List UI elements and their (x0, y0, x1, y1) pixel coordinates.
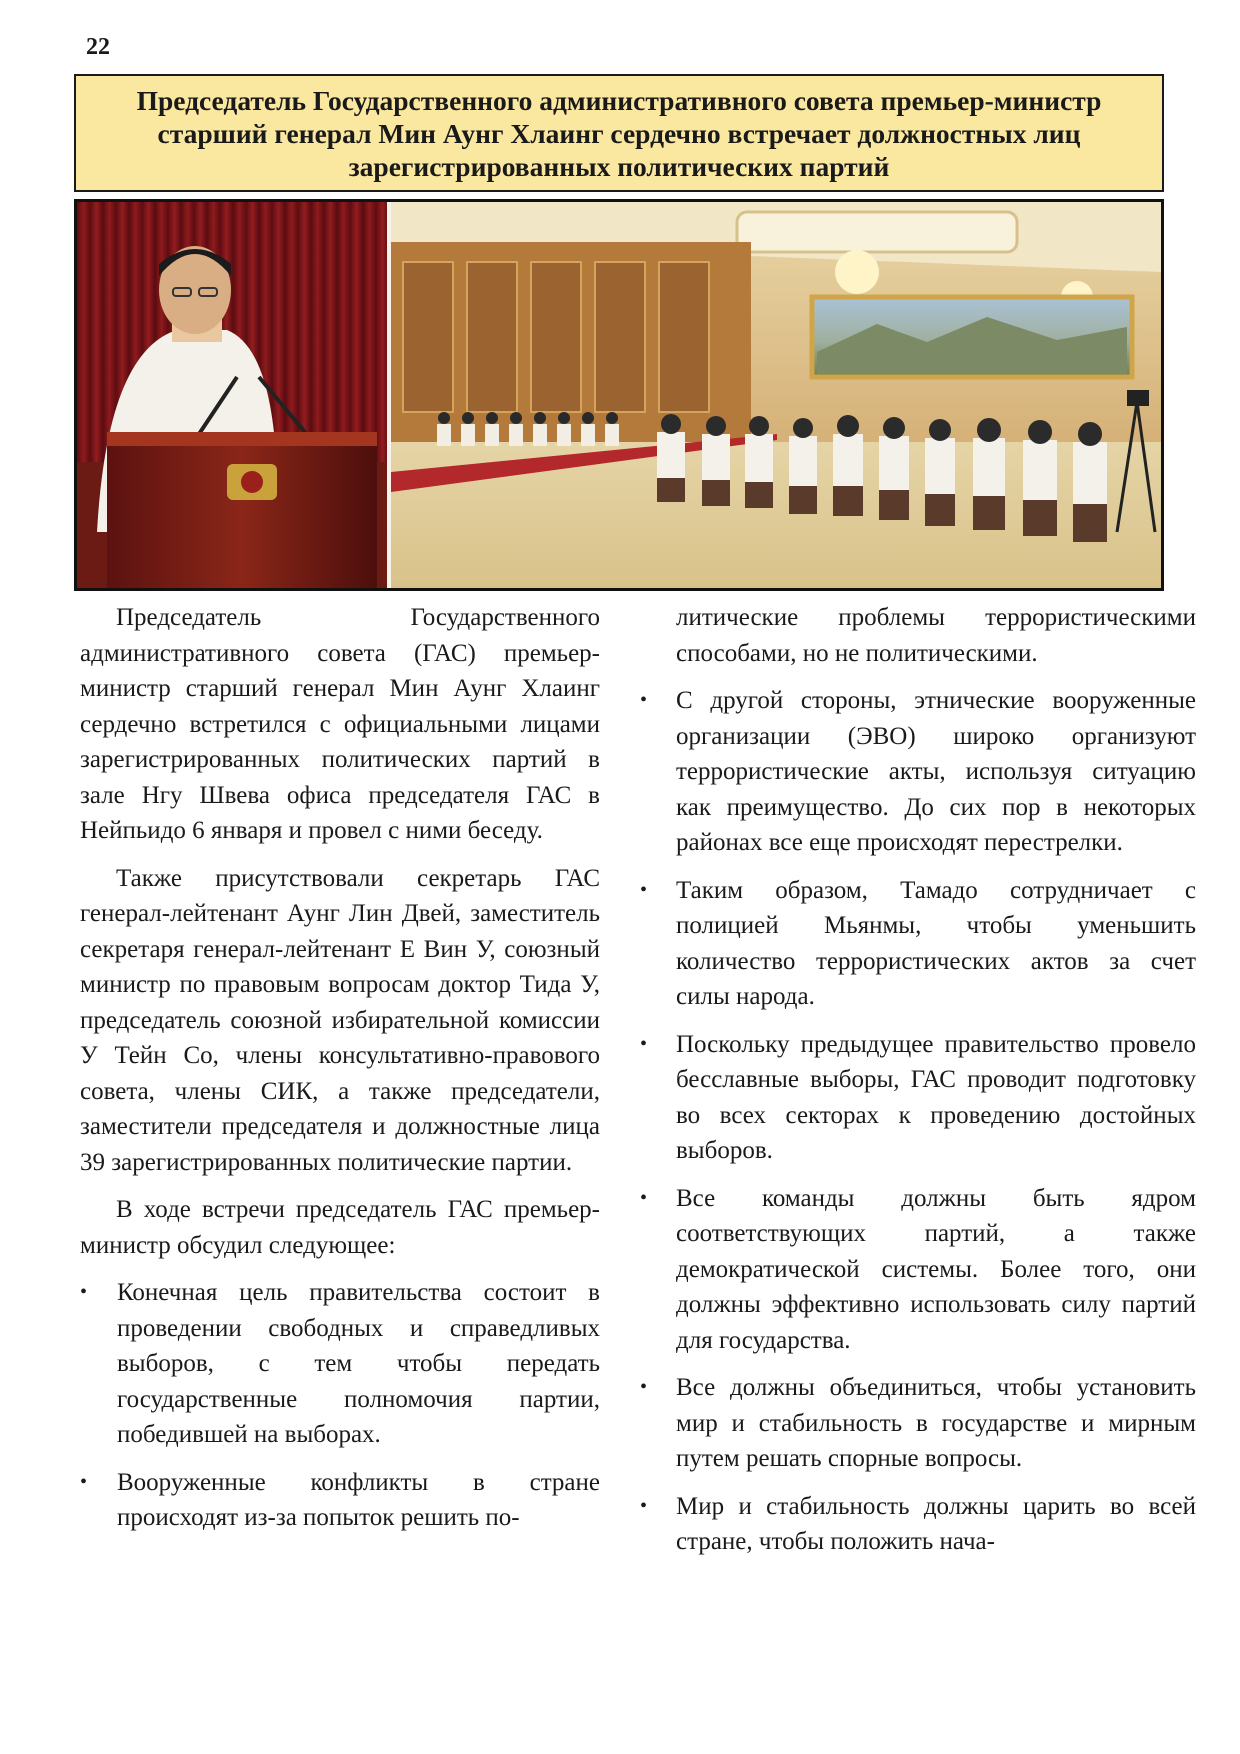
paragraph-continuation: литические проблемы террористическими способами, но не политическими. (676, 604, 1196, 667)
list-item: • Мир и стабильность должны царить во всей стране, чтобы положить нача- (676, 1489, 1196, 1560)
paragraph: Также присутствовали секретарь ГАС генерал-лейтенант Аунг Лин Двей, заместитель секретаря генерал-лейтенант Е Вин У, союзный министр по правовым вопросам доктор Тида У, председатель союзной избирательной комиссии У Тейн Со, члены консультативно-правового совета, члены СИК, а также председатели, заместители председателя и должностные лица 39 зарегистрированных политические партии. (80, 864, 600, 1176)
paragraph: В ходе встречи председатель ГАС премьер-министр обсудил следующее: (80, 1196, 600, 1259)
bullet-list (80, 1275, 600, 1536)
article-title-box (74, 74, 1164, 192)
paragraph: Председатель Государственного административного совета (ГАС) премьер-министр старший генерал Мин Аунг Хлаинг сердечно встретился с официальными лицами зарегистрированных политических партий в зале Нгу Швева офиса председателя ГАС в Нейпьидо 6 января и провел с ними беседу. (80, 604, 600, 844)
list-item: • С другой стороны, этнические вооруженные организации (ЭВО) широко организуют террористические акты, используя ситуацию как преимущество. До сих пор в некоторых районах все еще происходят перестрелки. (676, 683, 1196, 861)
article-title: Председатель Государственного административного совета премьер-министр старший генерал Мин Аунг Хлаинг сердечно встречает должностных лиц зарегистрированных политических партий (136, 84, 1102, 182)
left-column (80, 600, 600, 1548)
page-number: 22 (86, 34, 110, 60)
list-item: • Таким образом, Тамадо сотрудничает с полицией Мьянмы, чтобы уменьшить количество террористических актов за счет силы народа. (676, 873, 1196, 1015)
right-column (676, 600, 1196, 1572)
bullet-list (676, 683, 1196, 1560)
list-item: • Все должны объединиться, чтобы установить мир и стабильность в государстве и мирным путем решать спорные вопросы. (676, 1370, 1196, 1477)
photo-collage-svg (77, 202, 1161, 588)
list-item: • Поскольку предыдущее правительство провело бесславные выборы, ГАС проводит подготовку во всех секторах к проведению достойных выборов. (676, 1027, 1196, 1169)
photo-collage (74, 199, 1164, 591)
list-item: • Конечная цель правительства состоит в проведении свободных и справедливых выборов, с тем чтобы передать государственные полномочия партии, победившей на выборах. (80, 1275, 600, 1453)
speaker-photo (77, 202, 387, 588)
list-item: • Вооруженные конфликты в стране происходят из-за попыток решить по- (80, 1465, 600, 1536)
meeting-hall-photo (391, 202, 1161, 588)
list-item: • Все команды должны быть ядром соответствующих партий, а также демократической системы. Более того, они должны эффективно использовать силу партий для государства. (676, 1181, 1196, 1359)
